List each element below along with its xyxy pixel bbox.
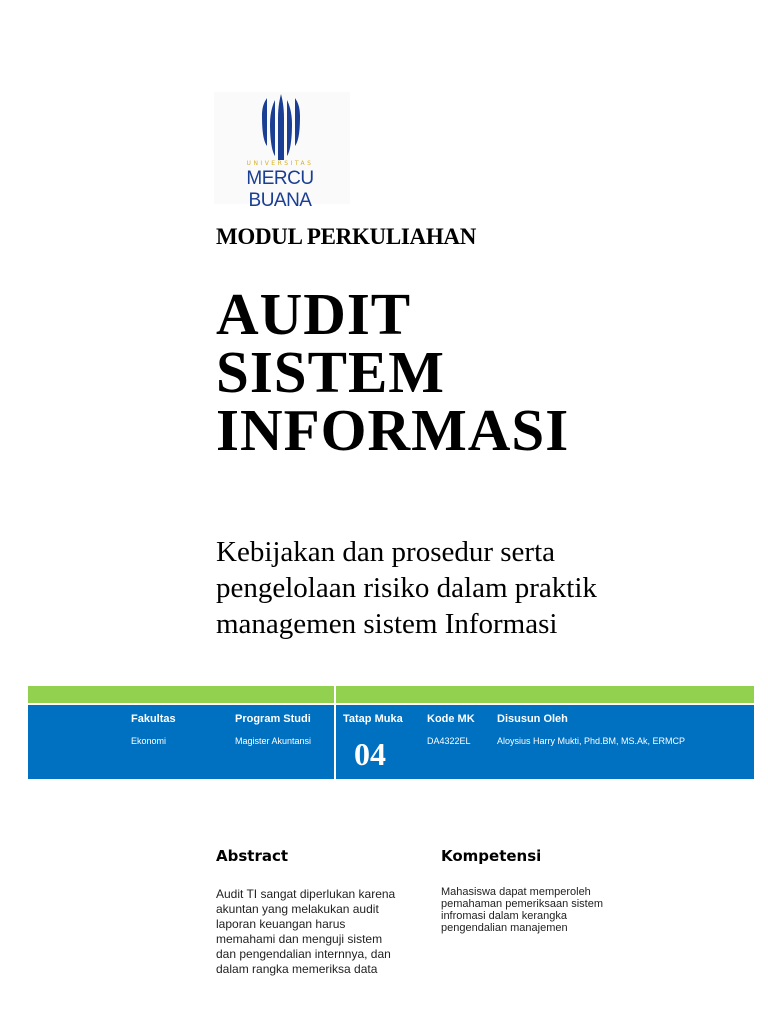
table-divider — [334, 705, 336, 779]
header-kode-mk: Kode MK — [427, 713, 475, 725]
course-title — [216, 281, 570, 463]
kompetensi-line: pengendalian manajemen — [441, 922, 568, 934]
modul-label: MODUL PERKULIAHAN — [216, 224, 477, 249]
abstract-line: akuntan yang melakukan audit — [216, 902, 379, 916]
title-line: AUDIT — [216, 281, 412, 347]
bar-divider — [334, 686, 336, 703]
green-bar — [28, 686, 754, 703]
kompetensi-heading: Kompetensi — [441, 847, 542, 865]
subtitle-line: pengelolaan risiko dalam praktik — [216, 572, 597, 604]
abstract-line: dalam rangka memeriksa data — [216, 962, 378, 976]
kompetensi-line: Mahasiswa dapat memperoleh — [441, 886, 591, 898]
header-disusun-oleh: Disusun Oleh — [497, 713, 568, 725]
value-kode-mk: DA4322EL — [427, 736, 471, 746]
value-tatap-muka: 04 — [354, 736, 386, 772]
abstract-line: laporan keuangan harus — [216, 917, 346, 931]
kompetensi-text — [441, 886, 641, 934]
abstract-text — [216, 887, 428, 977]
kompetensi-line: pemahaman pemeriksaan sistem — [441, 898, 604, 910]
university-logo — [214, 92, 350, 211]
title-line: INFORMASI — [216, 397, 570, 463]
header-fakultas: Fakultas — [131, 713, 176, 725]
title-line: SISTEM — [216, 339, 445, 405]
logo-universitas-text: UNIVERSITAS — [246, 160, 314, 167]
abstract-line: memahami dan menguji sistem — [216, 932, 383, 946]
subtitle-line: managemen sistem Informasi — [216, 608, 558, 640]
module-subtitle — [216, 534, 597, 642]
abstract-line: Audit TI sangat diperlukan karena — [216, 887, 396, 901]
abstract-line: dan pengendalian internnya, dan — [216, 947, 391, 961]
header-program-studi: Program Studi — [235, 713, 311, 725]
course-info-table — [28, 705, 754, 779]
value-program-studi: Magister Akuntansi — [235, 736, 312, 746]
logo-name-text: MERCU BUANA — [246, 168, 314, 211]
subtitle-line: Kebijakan dan prosedur serta — [216, 536, 556, 568]
kompetensi-line: infromasi dalam kerangka — [441, 910, 567, 922]
value-fakultas: Ekonomi — [131, 736, 167, 746]
value-disusun-oleh: Aloysius Harry Mukti, Phd.BM, MS.Ak, ERMCP — [497, 736, 686, 746]
header-tatap-muka: Tatap Muka — [343, 713, 403, 725]
mercu-buana-emblem-icon — [258, 94, 304, 162]
abstract-heading: Abstract — [216, 847, 289, 865]
